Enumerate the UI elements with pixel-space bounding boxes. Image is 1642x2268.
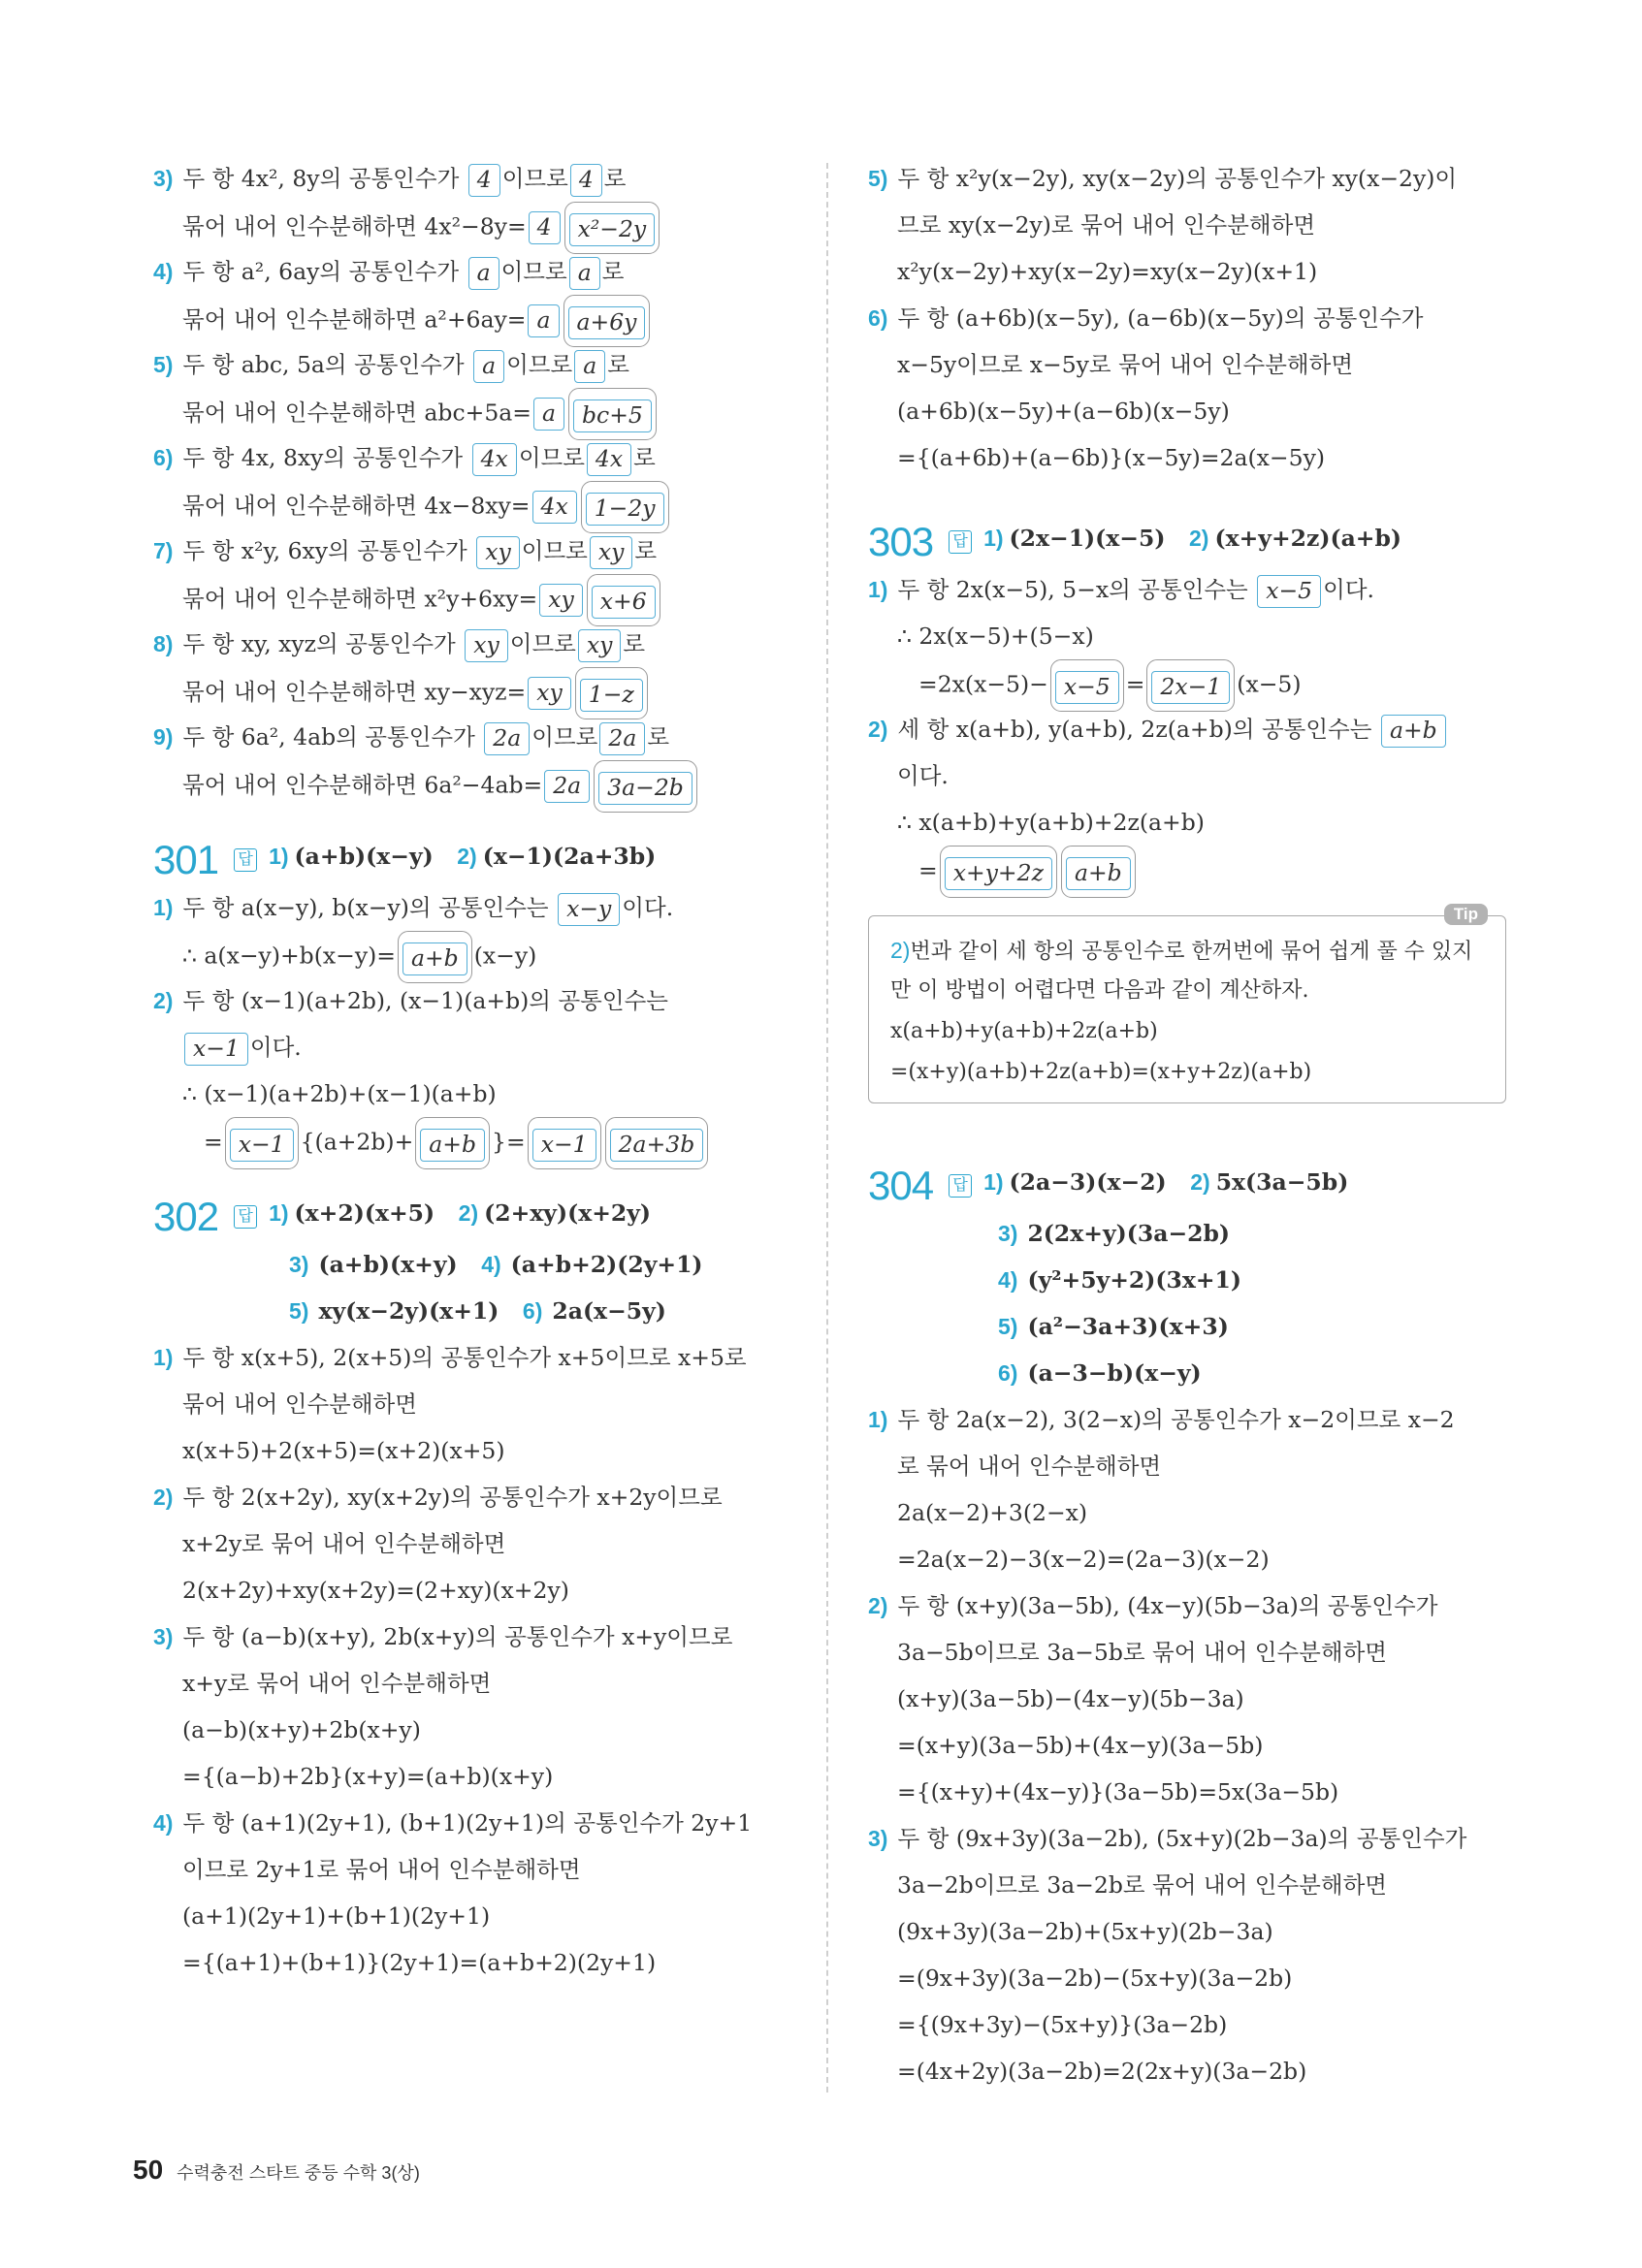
exercise-text: 묶어 내어 인수분해하면 xy−xyz= xyxy=(182,678,527,706)
exercise-text: 로 xyxy=(601,258,625,285)
solution-text: 두 항 (a+6b)(x−5y), (a−6b)(x−5y)의 공통인수가 xyxy=(897,304,1424,332)
solution-line xyxy=(868,295,1508,341)
answer-1: (a+b)(x−y) xyxy=(294,843,434,870)
solution-text: 3a−2b이므로 3a−2b로 묶어 내어 인수분해하면 xyxy=(897,1871,1387,1899)
solution-text: (a−b)(x+y)+2b(x+y) xyxy=(182,1716,421,1743)
solution-text: x²y(x−2y)+xy(x−2y)=xy(x−2y)(x+1) xyxy=(897,258,1318,285)
exercise-text: 묶어 내어 인수분해하면 4x²−8y= xyxy=(182,212,527,240)
exercise-text: 묶어 내어 인수분해하면 x²y+6xy= xyxy=(182,585,538,613)
solution-text: =(x+y)(3a−5b)+(4x−y)(3a−5b) xyxy=(897,1732,1264,1759)
item-number: 8) xyxy=(153,631,174,656)
item-number: 4) xyxy=(153,1810,174,1836)
item-number: 5) xyxy=(868,166,888,191)
solution-line xyxy=(153,1660,793,1707)
solution-line xyxy=(153,1707,793,1753)
problem-303: 303 답 1) (2x−1)(x−5) 2) (x+y+2z)(a+b) 1) 두 항 2x(x−5), 5−x의 공통인수는 x−5 이다. ∴ 2x(x−5)+(5−x) =2x(x−5)− x−5 = 2x−1 (x−5) 2) 세 항 x(a+b), y(a+b), 2z(a+b)의 공통인수는 a+b 이다. ∴ x(a+b)+y(a+b)+2z(a+b) = x+y+2z a+b Tip 2)번과 같이 세 항의 공통인수로 한꺼번에 묶어 쉽게 풀 수 있지 만 이 방법이 어렵다면 다음과 같이 계산하자. x(a+b)+y(a+b)+2z(a+b) =(x+y)(a+b)+2z(a+b)=(x+y+2z)(a+b) xyxy=(868,510,1508,1103)
answer-box: a xyxy=(574,350,605,383)
answer-box: 2a xyxy=(544,770,590,803)
exercise-line xyxy=(153,621,793,667)
item-number: 4) xyxy=(153,259,174,284)
paren-group xyxy=(581,481,669,533)
solution-line xyxy=(153,1939,793,1986)
problem-number: 301 xyxy=(153,836,219,882)
answer-box: x−5 xyxy=(1055,671,1119,704)
answer-box: x+6 xyxy=(592,586,656,619)
answer-box: a+b xyxy=(402,942,467,975)
exercise-text: 두 항 4x², 8y의 공통인수가 xyxy=(182,165,460,192)
answer-badge: 답 xyxy=(234,848,257,872)
answer-badge: 답 xyxy=(949,1174,972,1198)
exercise-text: 로 xyxy=(633,444,656,471)
solution-line xyxy=(868,341,1508,388)
problem-302: 302 답 1) (x+2)(x+5) 2) (2+xy)(x+2y) 3) (a+b)(x+y) 4) (a+b+2)(2y+1) 5) xy(x−2y)(x+1) 6) 2a(x−5y) 1) 두 항 x(x+5), 2(x+5)의 공통인수가 x+5이므로 x+5로 묶어 내어 인수분해하면 x(x+5)+2(x+5)=(x+2)(x+5) 2) 두 항 2(x+2y), xy(x+2y)의 공통인수가 x+2y이므로 x+2y로 묶어 내어 인수분해하면 2(x+2y)+xy(x+2y)=(2+xy)(x+2y) 3) 두 항 (a−b)(x+y), 2b(x+y)의 공통인수가 x+y이므로 x+y로 묶어 내어 인수분해하면 (a−b)(x+y)+2b(x+y) ={(a−b)+2b}(x+y)=(a+b)(x+y) 4) 두 항 (a+1)(2y+1), (b+1)(2y+1)의 공통인수가 2y+1 이므로 2y+1로 묶어 내어 인수분해하면 (a+1)(2y+1)+(b+1)(2y+1) ={(a+1)+(b+1)}(2y+1)=(a+b+2)(2y+1) xyxy=(153,1185,793,1986)
item-number: 5) xyxy=(153,352,174,377)
item-number: 6) xyxy=(153,445,174,470)
solution-text: 두 항 x²y(x−2y), xy(x−2y)의 공통인수가 xy(x−2y)이 xyxy=(897,165,1458,192)
answer-box: 4x xyxy=(532,491,577,524)
answer-box: x²−2y xyxy=(569,213,656,246)
exercise-text: 묶어 내어 인수분해하면 abc+5a= xyxy=(182,399,531,427)
solution-line xyxy=(153,1334,793,1381)
exercise-text: 두 항 abc, 5a의 공통인수가 xyxy=(182,351,465,378)
solution-line xyxy=(868,1908,1508,1955)
solution-line xyxy=(868,1536,1508,1582)
item-number: 3) xyxy=(153,166,174,191)
solution-line xyxy=(153,1381,793,1427)
item-number: 9) xyxy=(153,724,174,750)
answer-box: x+y+2z xyxy=(945,857,1052,890)
solution-text: x(x+5)+2(x+5)=(x+2)(x+5) xyxy=(182,1437,505,1464)
exercise-text: 로 xyxy=(634,537,658,564)
answer-box: xy xyxy=(528,677,571,710)
exercise-text: 이므로 xyxy=(501,165,568,192)
answer-box: xy xyxy=(465,629,508,662)
solution-line xyxy=(868,434,1508,481)
page-footer xyxy=(133,2155,420,2186)
paren-group xyxy=(563,295,651,347)
solution-text: =(9x+3y)(3a−2b)−(5x+y)(3a−2b) xyxy=(897,1965,1293,1992)
exercise-line xyxy=(153,481,793,527)
answer-box: 2x−1 xyxy=(1151,671,1230,704)
answer-box: x−5 xyxy=(1257,575,1321,608)
solution-line xyxy=(868,155,1508,202)
answer-badge: 답 xyxy=(234,1205,257,1229)
exercise-line xyxy=(153,155,793,202)
answer-box: 1−z xyxy=(580,679,643,712)
answer-box: a+b xyxy=(1066,857,1131,890)
exercise-line xyxy=(153,667,793,714)
solution-line xyxy=(868,1722,1508,1769)
exercise-text: 로 xyxy=(623,630,646,657)
solution-text: 묶어 내어 인수분해하면 xyxy=(182,1390,417,1418)
solution-text: 두 항 x(x+5), 2(x+5)의 공통인수가 x+5이므로 x+5로 xyxy=(182,1344,747,1371)
exercise-text: 묶어 내어 인수분해하면 4x−8xy= xyxy=(182,492,531,520)
item-number: 3) xyxy=(153,1624,174,1649)
answer-box: x−y xyxy=(558,893,620,926)
solution-line xyxy=(868,248,1508,295)
solution-line xyxy=(153,1567,793,1613)
exercise-line xyxy=(153,527,793,574)
solution-line xyxy=(153,1520,793,1567)
exercise-text: 묶어 내어 인수분해하면 a²+6ay= xyxy=(182,305,527,334)
solution-text: =2a(x−2)−3(x−2)=(2a−3)(x−2) xyxy=(897,1546,1270,1573)
problem-304: 304 답 1) (2a−3)(x−2) 2) 5x(3a−5b) 3) 2(2x+y)(3a−2b) 4) (y²+5y+2)(3x+1) 5) (a²−3a+3)(x+3) 6) (a−3−b)(x−y) 1) 두 항 2a(x−2), 3(2−x)의 공통인수가 x−2이므로 x−2 로 묶어 내어 인수분해하면 2a(x−2)+3(2−x) =2a(x−2)−3(x−2)=(2a−3)(x−2) 2) 두 항 (x+y)(3a−5b), (4x−y)(5b−3a)의 공통인수가 3a−5b이므로 3a−5b로 묶어 내어 인수분해하면 (x+y)(3a−5b)−(4x−y)(5b−3a) =(x+y)(3a−5b)+(4x−y)(3a−5b) ={(x+y)+(4x−y)}(3a−5b)=5x(3a−5b) 3) 두 항 (9x+3y)(3a−2b), (5x+y)(2b−3a)의 공통인수가 3a−2b이므로 3a−2b로 묶어 내어 인수분해하면 (9x+3y)(3a−2b)+(5x+y)(2b−3a) =(9x+3y)(3a−2b)−(5x+y)(3a−2b) ={(9x+3y)−(5x+y)}(3a−2b) =(4x+2y)(3a−2b)=2(2x+y)(3a−2b) xyxy=(868,1154,1508,2094)
solution-text: (a+1)(2y+1)+(b+1)(2y+1) xyxy=(182,1902,491,1930)
tip-box: Tip 2)번과 같이 세 항의 공통인수로 한꺼번에 묶어 쉽게 풀 수 있지 만 이 방법이 어렵다면 다음과 같이 계산하자. x(a+b)+y(a+b)+2z(a+b) =(x+y)(a+b)+2z(a+b)=(x+y+2z)(a+b) xyxy=(868,915,1506,1103)
exercise-text: 묶어 내어 인수분해하면 6a²−4ab= xyxy=(182,771,543,799)
paren-group xyxy=(594,760,697,813)
solution-line xyxy=(868,2048,1508,2094)
answer-box: a xyxy=(569,257,600,290)
solution-text: 두 항 2a(x−2), 3(2−x)의 공통인수가 x−2이므로 x−2 xyxy=(897,1406,1455,1433)
answer-box: a xyxy=(528,304,559,337)
solution-line xyxy=(153,1474,793,1520)
answer-box: x−1 xyxy=(184,1033,248,1066)
answer-box: a+b xyxy=(420,1129,485,1162)
solution-line xyxy=(868,1955,1508,2001)
solution-text: =(4x+2y)(3a−2b)=2(2x+y)(3a−2b) xyxy=(897,2058,1307,2085)
solution-line xyxy=(868,202,1508,248)
answer-box: 4x xyxy=(587,443,631,476)
solution-text: x+2y로 묶어 내어 인수분해하면 xyxy=(182,1530,506,1557)
exercise-line xyxy=(153,388,793,434)
solution-line xyxy=(153,1893,793,1939)
item-number: 1) xyxy=(868,1407,888,1432)
exercise-list-3-9 xyxy=(153,155,793,807)
answer-box: 4 xyxy=(468,164,500,197)
answer-box: 3a−2b xyxy=(598,772,692,805)
page-number: 50 xyxy=(133,2155,164,2185)
answer-box: xy xyxy=(578,629,622,662)
solution-line xyxy=(153,1846,793,1893)
answer-box: xy xyxy=(539,584,583,617)
item-number: 3) xyxy=(868,1826,888,1851)
answer-box: xy xyxy=(476,536,520,569)
answer-2: (x−1)(2a+3b) xyxy=(482,843,657,870)
exercise-line xyxy=(153,295,793,341)
exercise-text: 로 xyxy=(647,723,670,751)
solution-text: 두 항 (9x+3y)(3a−2b), (5x+y)(2b−3a)의 공통인수가 xyxy=(897,1825,1467,1852)
solution-text: (9x+3y)(3a−2b)+(5x+y)(2b−3a) xyxy=(897,1918,1273,1945)
exercise-text: 로 xyxy=(603,165,627,192)
solution-text: 2(x+2y)+xy(x+2y)=(2+xy)(x+2y) xyxy=(182,1577,569,1604)
exercise-text: 이므로 xyxy=(506,351,573,378)
solution-text: 2a(x−2)+3(2−x) xyxy=(897,1499,1088,1526)
problem-number: 302 xyxy=(153,1193,219,1239)
solution-text: ={(9x+3y)−(5x+y)}(3a−2b) xyxy=(897,2011,1228,2038)
solution-text: 두 항 (a+1)(2y+1), (b+1)(2y+1)의 공통인수가 2y+1 xyxy=(182,1809,753,1837)
answer-box: x−1 xyxy=(532,1129,596,1162)
solution-line xyxy=(153,1800,793,1846)
solution-text: 두 항 2(x+2y), xy(x+2y)의 공통인수가 x+2y이므로 xyxy=(182,1484,723,1511)
exercise-text: 이므로 xyxy=(531,723,598,751)
solution-text: ={(a+6b)+(a−6b)}(x−5y)=2a(x−5y) xyxy=(897,444,1326,471)
answer-box: x−1 xyxy=(230,1129,294,1162)
answer-box: bc+5 xyxy=(573,399,652,432)
answer-box: 4 xyxy=(529,211,561,244)
solution-line xyxy=(868,1769,1508,1815)
solution-text: 로 묶어 내어 인수분해하면 xyxy=(897,1453,1162,1480)
answer-badge: 답 xyxy=(949,530,972,554)
book-title: 수력충전 스타트 중등 수학 3(상) xyxy=(177,2163,420,2183)
exercise-text: 이므로 xyxy=(521,537,588,564)
problem-number: 304 xyxy=(868,1162,934,1208)
answer-box: a+6y xyxy=(568,306,646,339)
answer-box: 1−2y xyxy=(586,493,664,526)
problem-301: 301 답 1) (a+b)(x−y) 2) (x−1)(2a+3b) 1) 두 항 a(x−y), b(x−y)의 공통인수는 x−y 이다. ∴ a(x−y)+b(x−y)= a+b (x−y) 2) 두 항 (x−1)(a+2b), (x−1)(a+b)의 공통인수는 x−1 이다. ∴ (x−1)(a+2b)+(x−1)(a+b) = x−1 {(a+2b)+ a+b }= x−1 2a+3b xyxy=(153,828,793,1164)
tip-label: Tip xyxy=(1444,904,1488,925)
exercise-text: 이므로 xyxy=(500,258,567,285)
paren-group xyxy=(564,202,660,254)
left-column xyxy=(153,155,793,1986)
exercise-line xyxy=(153,341,793,388)
exercise-text: 두 항 4x, 8xy의 공통인수가 xyxy=(182,444,464,471)
answer-box: 4x xyxy=(472,443,517,476)
answer-box: 2a+3b xyxy=(610,1129,704,1162)
exercise-text: 두 항 6a², 4ab의 공통인수가 xyxy=(182,723,475,751)
solution-line xyxy=(868,1815,1508,1862)
solution-line xyxy=(153,1753,793,1800)
paren-group xyxy=(575,667,648,719)
solution-line xyxy=(868,1676,1508,1722)
exercise-text: 로 xyxy=(607,351,629,378)
exercise-line xyxy=(153,760,793,807)
solution-text: 므로 xy(x−2y)로 묶어 내어 인수분해하면 xyxy=(897,211,1316,239)
item-number: 1) xyxy=(153,1345,174,1370)
exercise-line xyxy=(153,434,793,481)
solution-text: ={(x+y)+(4x−y)}(3a−5b)=5x(3a−5b) xyxy=(897,1778,1339,1805)
paren-group xyxy=(587,574,660,626)
solution-line xyxy=(868,1582,1508,1629)
right-column xyxy=(868,155,1508,2094)
exercise-line xyxy=(153,248,793,295)
exercise-text: 두 항 xy, xyz의 공통인수가 xyxy=(182,630,456,657)
exercise-text: 이므로 xyxy=(509,630,576,657)
answer-box: a xyxy=(473,350,504,383)
exercise-text: 이므로 xyxy=(518,444,585,471)
solution-text: (x+y)(3a−5b)−(4x−y)(5b−3a) xyxy=(897,1685,1244,1712)
solution-line xyxy=(868,1862,1508,1908)
answer-box: xy xyxy=(590,536,633,569)
solution-text: 두 항 (x+y)(3a−5b), (4x−y)(5b−3a)의 공통인수가 xyxy=(897,1592,1438,1619)
answer-box: a xyxy=(533,398,564,431)
solution-line xyxy=(868,1629,1508,1676)
solution-line xyxy=(868,2001,1508,2048)
solution-line xyxy=(153,1427,793,1474)
solution-text: 두 항 (a−b)(x+y), 2b(x+y)의 공통인수가 x+y이므로 xyxy=(182,1623,733,1650)
problem-number: 303 xyxy=(868,518,934,564)
solution-304 xyxy=(868,1396,1508,2094)
solution-line xyxy=(868,1396,1508,1443)
exercise-line xyxy=(153,574,793,621)
solution-text: (a+6b)(x−5y)+(a−6b)(x−5y) xyxy=(897,398,1230,425)
exercise-line xyxy=(153,202,793,248)
item-number: 6) xyxy=(868,305,888,331)
solution-text: ={(a−b)+2b}(x+y)=(a+b)(x+y) xyxy=(182,1763,554,1790)
solution-line xyxy=(868,1443,1508,1489)
column-divider xyxy=(826,163,828,2092)
solution-302 xyxy=(153,1334,793,1986)
paren-group xyxy=(568,388,657,440)
answer-box: a+b xyxy=(1381,715,1446,748)
answer-box: a xyxy=(468,257,499,290)
solution-line xyxy=(868,388,1508,434)
exercise-text: 두 항 a², 6ay의 공통인수가 xyxy=(182,258,460,285)
solution-text: 이므로 2y+1로 묶어 내어 인수분해하면 xyxy=(182,1856,581,1883)
answer-box: 2a xyxy=(484,722,530,755)
solution-line xyxy=(868,1489,1508,1536)
exercise-list-5-6 xyxy=(868,155,1508,481)
solution-text: x+y로 묶어 내어 인수분해하면 xyxy=(182,1670,492,1697)
solution-text: 3a−5b이므로 3a−5b로 묶어 내어 인수분해하면 xyxy=(897,1639,1387,1666)
item-number: 2) xyxy=(868,1593,888,1618)
exercise-text: 두 항 x²y, 6xy의 공통인수가 xyxy=(182,537,467,564)
exercise-line xyxy=(153,714,793,760)
solution-line xyxy=(153,1613,793,1660)
answer-box: 2a xyxy=(599,722,645,755)
item-number: 7) xyxy=(153,538,174,563)
answer-box: 4 xyxy=(570,164,602,197)
item-number: 2) xyxy=(153,1485,174,1510)
solution-text: ={(a+1)+(b+1)}(2y+1)=(a+b+2)(2y+1) xyxy=(182,1949,657,1976)
solution-text: x−5y이므로 x−5y로 묶어 내어 인수분해하면 xyxy=(897,351,1354,378)
